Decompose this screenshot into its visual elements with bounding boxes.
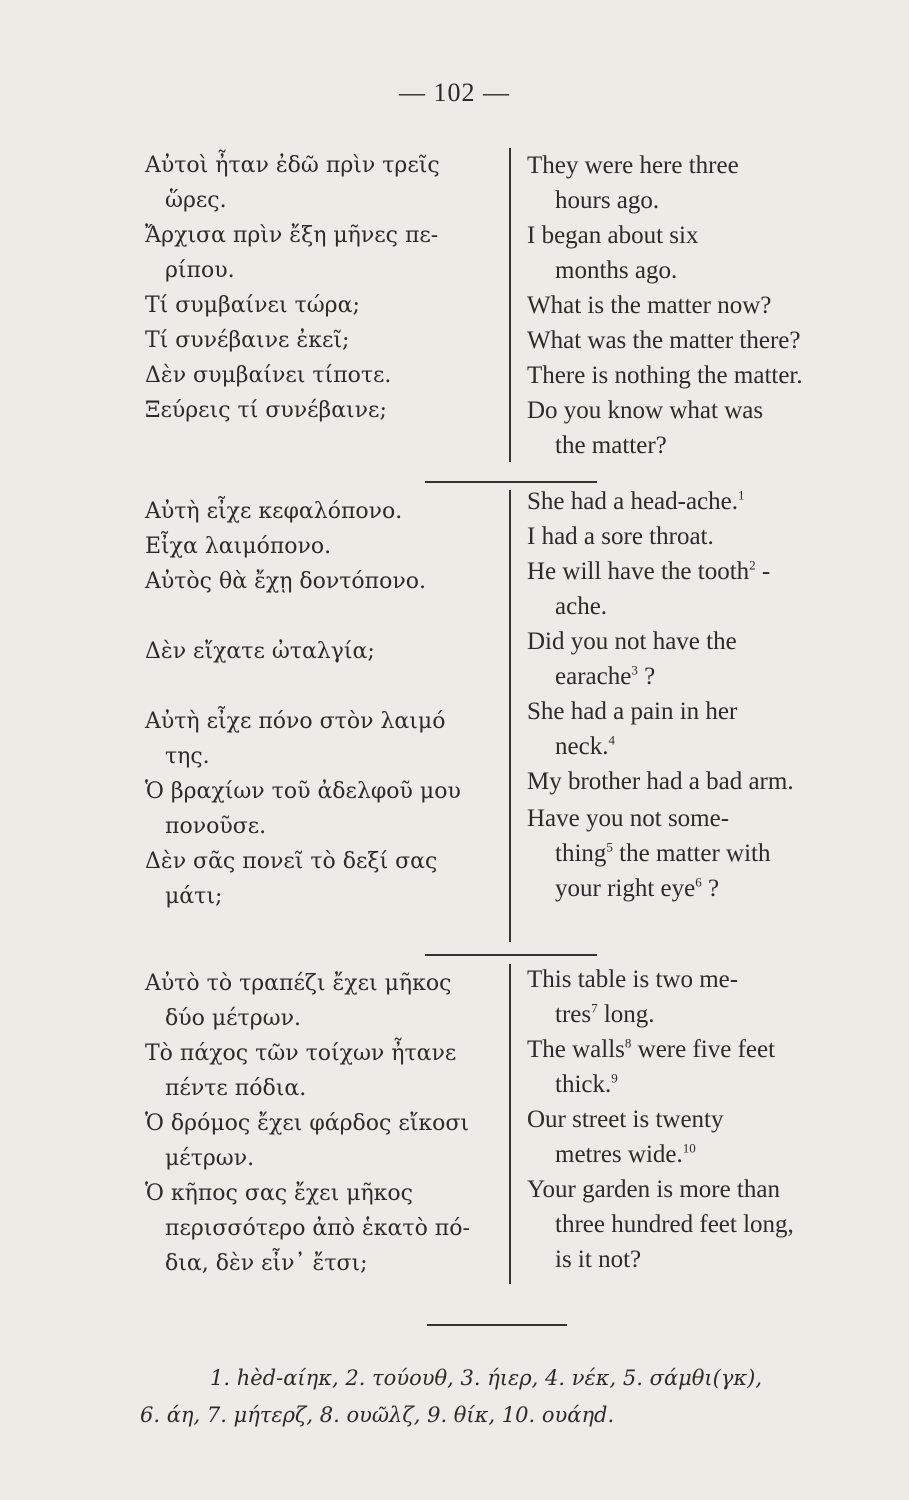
greek-line: Δὲν εἴχατε ὠταλγία;	[145, 639, 375, 664]
english-line: They were here three hours ago.	[527, 152, 739, 214]
greek-line: Ὁ κῆπος σας ἔχει μῆκος περισσότερο ἀπὸ ἑκατὸ πό- δια, δὲν εἶν᾽ ἔτσι;	[145, 1181, 470, 1276]
english-line: I had a sore throat.	[527, 523, 714, 550]
footnote: 9. θίκ,	[427, 1403, 496, 1427]
greek-line: Τί συμβαίνει τώρα;	[145, 293, 360, 318]
english-line: Your garden is more than three hundred feet long, is it not?	[527, 1176, 794, 1273]
footnote: 10. ουάηd.	[501, 1403, 615, 1427]
greek-line: Αὐτὴ εἶχε κεφαλόπονο.	[145, 499, 403, 524]
footnote: 5. σάμθι(γκ),	[622, 1366, 763, 1390]
greek-line: Εἶχα λαιμόπονο.	[145, 534, 332, 559]
footnote-divider	[427, 1324, 567, 1326]
english-line: What was the matter there?	[527, 327, 801, 354]
greek-line: Δὲν συμβαίνει τίποτε.	[145, 363, 392, 388]
greek-line: Αὐτὸ τὸ τραπέζι ἔχει μῆκος δύο μέτρων.	[145, 971, 452, 1031]
section3-greek	[145, 966, 495, 1281]
english-line: The walls$^8$ were five feet thick.$^9$	[527, 1035, 776, 1098]
footnote: 1. hèd-αίηκ,	[210, 1366, 339, 1390]
footnotes	[140, 1360, 860, 1434]
english-line: She had a pain in her neck.$^4$	[527, 698, 738, 760]
greek-line: Ὁ βραχίων τοῦ ἀδελφοῦ μου πονοῦσε.	[145, 779, 461, 839]
page-number: — 102 —	[399, 78, 510, 107]
section2-english	[527, 484, 847, 906]
section1-greek	[145, 148, 495, 428]
column-divider-2	[509, 490, 511, 942]
english-line: Our street is twenty metres wide.$^{10}$	[527, 1106, 724, 1168]
section3-english	[527, 962, 847, 1277]
english-line: This table is two me- tres$^7$ long.	[527, 966, 739, 1028]
footnote: 6. άη,	[140, 1403, 201, 1427]
english-line: Do you know what was the matter?	[527, 397, 764, 459]
english-line: There is nothing the matter.	[527, 362, 803, 389]
english-line: What is the matter now?	[527, 292, 772, 319]
english-line: My brother had a bad arm.	[527, 768, 794, 795]
greek-spacer	[145, 669, 495, 704]
english-line: Did you not have the earache$^3$ ?	[527, 628, 737, 690]
english-line: Have you not some- thing$^5$ the matter with your right eye$^6$ ?	[527, 805, 771, 902]
section2-greek	[145, 494, 495, 914]
footnote: 7. μήτερζ,	[206, 1403, 314, 1427]
footnote: 3. ήιερ,	[460, 1366, 539, 1390]
greek-spacer	[145, 599, 495, 634]
footnote: 2. τούουθ,	[345, 1366, 454, 1390]
english-line: He will have the tooth$^2$ - ache.	[527, 557, 771, 620]
english-line: She had a head-ache.$^1$	[527, 487, 745, 515]
footnote: 4. νέκ,	[545, 1366, 617, 1390]
footnote: 8. ουῶλζ,	[319, 1403, 421, 1427]
greek-line: Ὁ δρόμος ἔχει φάρδος εἴκοσι μέτρων.	[145, 1111, 469, 1171]
greek-line: Αὐτὴ εἶχε πόνο στὸν λαιμό της.	[145, 709, 446, 769]
greek-line: Δὲν σᾶς πονεῖ τὸ δεξί σας μάτι;	[145, 849, 438, 909]
greek-line: Τί συνέβαινε ἐκεῖ;	[145, 328, 350, 353]
greek-line: Αὐτοὶ ἦταν ἐδῶ πρὶν τρεῖς ὥρες.	[145, 153, 440, 213]
greek-line: Τὸ πάχος τῶν τοίχων ἦτανε πέντε πόδια.	[145, 1041, 457, 1101]
footnote-line-2	[140, 1397, 860, 1434]
greek-line: Ἄρχισα πρὶν ἔξη μῆνες πε- ρίπου.	[145, 223, 439, 283]
english-line: I began about six months ago.	[527, 222, 699, 284]
section1-english	[527, 148, 847, 463]
greek-line: Αὐτὸς θὰ ἔχῃ δοντόπονο.	[145, 569, 426, 594]
column-divider-3	[509, 964, 511, 1284]
section-divider-2	[425, 954, 597, 956]
greek-line: Ξεύρεις τί συνέβαινε;	[145, 398, 387, 423]
footnote-line-1	[140, 1360, 860, 1397]
section-divider-1	[425, 481, 597, 483]
column-divider-1	[509, 148, 511, 462]
